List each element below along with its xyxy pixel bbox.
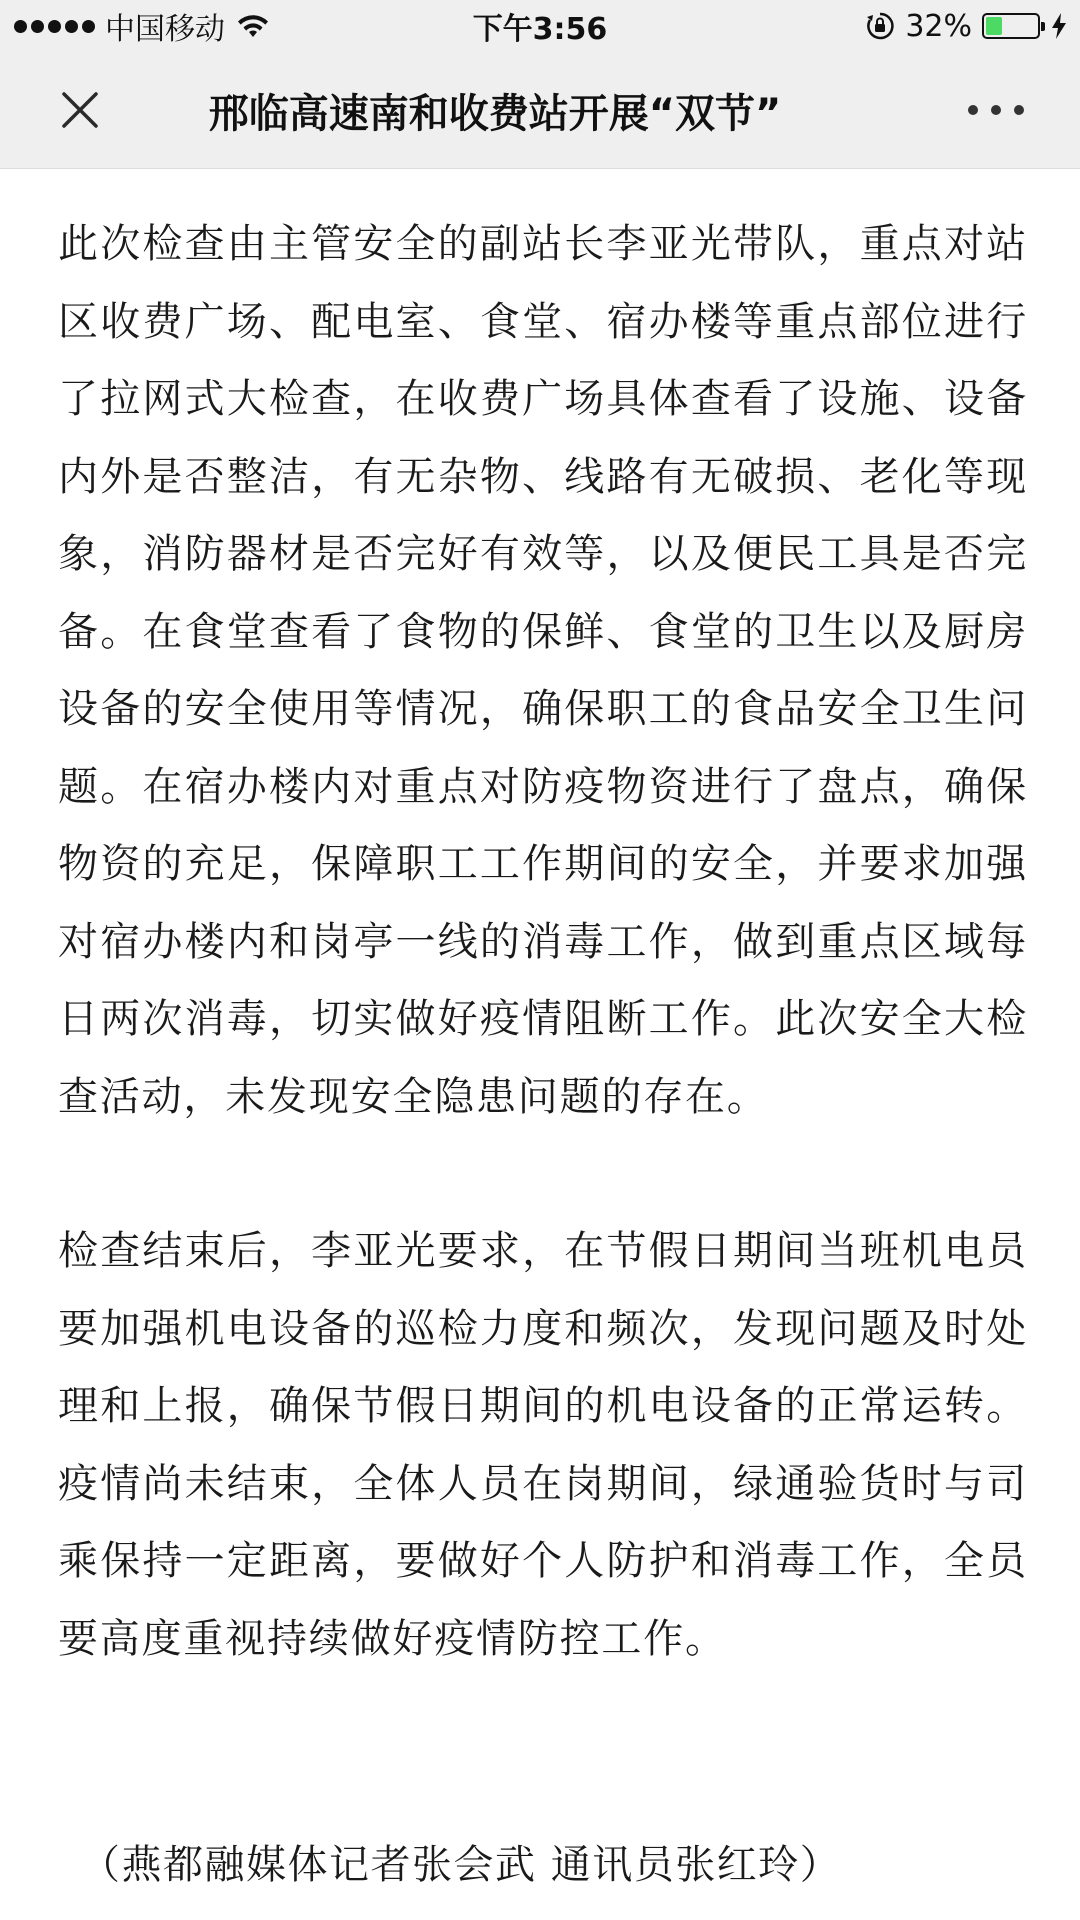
carrier-label: 中国移动 xyxy=(105,12,225,47)
battery-level-fill xyxy=(986,17,1002,35)
orientation-lock-icon xyxy=(865,11,895,41)
close-icon[interactable] xyxy=(56,86,104,134)
article-byline: （燕都融媒体记者张会武 通讯员张红玲） xyxy=(80,1842,842,1888)
battery-icon xyxy=(982,13,1040,39)
page-title: 邢临高速南和收费站开展“双节” xyxy=(208,90,782,137)
article-paragraph: 检查结束后，李亚光要求，在节假日期间当班机电员要加强机电设备的巡检力度和频次，发现问题及时处理和上报，确保节假日期间的机电设备的正常运转。疫情尚未结束，全体人员在岗期间，绿通验货时与司乘保持一定距离，要做好个人防护和消毒工作，全员要高度重视持续做好疫情防控工作。 xyxy=(58,1228,1028,1662)
status-time: 下午3:56 xyxy=(472,12,608,47)
battery-percent: 32% xyxy=(905,8,972,44)
more-icon[interactable] xyxy=(968,96,1024,124)
charging-bolt-icon xyxy=(1050,12,1068,40)
status-right xyxy=(865,0,1068,52)
nav-bar xyxy=(0,52,1080,169)
article-paragraph: 此次检查由主管安全的副站长李亚光带队，重点对站区收费广场、配电室、食堂、宿办楼等重点部位进行了拉网式大检查，在收费广场具体查看了设施、设备内外是否整洁，有无杂物、线路有无破损、老化等现象，消防器材是否完好有效等，以及便民工具是否完备。在食堂查看了食物的保鲜、食堂的卫生以及厨房设备的安全使用等情况，确保职工的食品安全卫生问题。在宿办楼内对重点对防疫物资进行了盘点，确保物资的充足，保障职工工作期间的安全，并要求加强对宿办楼内和岗亭一线的消毒工作，做到重点区域每日两次消毒，切实做好疫情阻断工作。此次安全大检查活动，未发现安全隐患问题的存在。 xyxy=(58,221,1028,1120)
status-bar xyxy=(0,0,1080,52)
article-body xyxy=(58,206,1028,1678)
